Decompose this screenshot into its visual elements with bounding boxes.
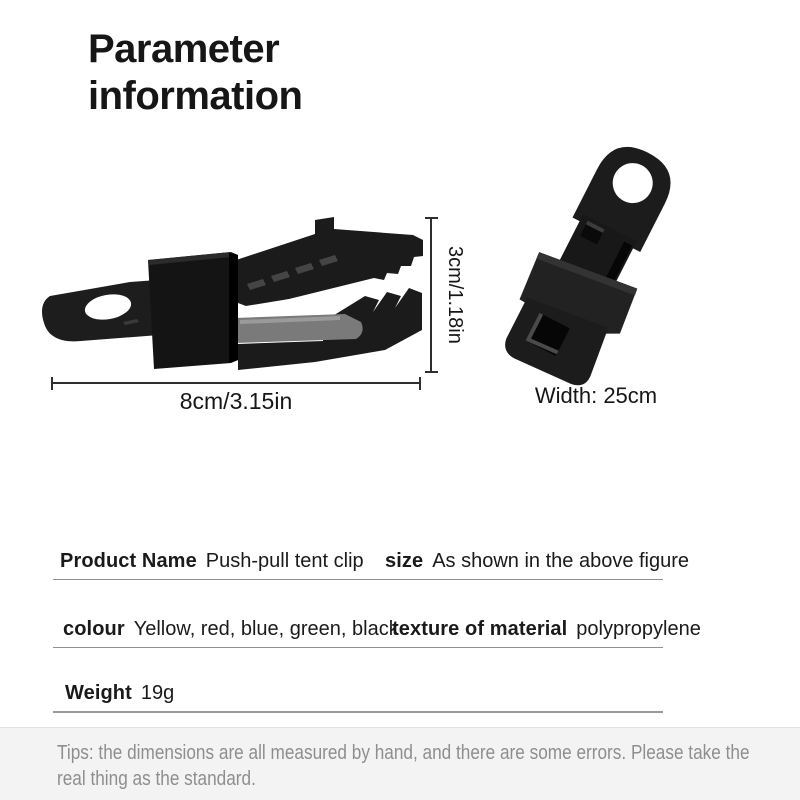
- spec-label-colour: colour: [63, 618, 125, 640]
- spec-value-product-name: Push-pull tent clip: [205, 550, 364, 572]
- spec-row-product: [53, 549, 690, 580]
- spec-cell-product-name: [60, 550, 364, 573]
- front-width-label: Width: 25cm: [534, 383, 658, 408]
- height-dimension-label: 3cm/1.18in: [444, 246, 466, 344]
- width-dimension-line: [52, 382, 420, 384]
- spec-value-size: As shown in the above figure: [432, 550, 690, 572]
- width-dimension-label: 8cm/3.15in: [179, 388, 293, 414]
- spec-cell-material: [392, 618, 701, 641]
- product-photo-angled-view: [495, 132, 695, 387]
- tips-text: Tips: the dimensions are all measured by hand, and there are some errors. Please take the real thing as the standard.: [57, 742, 750, 790]
- spec-row-colour: [53, 614, 701, 648]
- spec-label-size: size: [385, 550, 424, 572]
- spec-label-material: texture of material: [392, 618, 568, 640]
- spec-label-product-name: Product Name: [60, 550, 197, 572]
- spec-value-weight: 19g: [140, 682, 175, 704]
- spec-value-colour: Yellow, red, blue, green, black: [133, 618, 399, 640]
- height-dimension-line: [430, 218, 432, 372]
- spec-row-weight: [53, 680, 663, 713]
- page-title: Parameter information: [88, 27, 303, 118]
- spec-cell-weight: [65, 682, 174, 705]
- product-photo-side-view: [35, 210, 427, 382]
- footer: [0, 727, 800, 800]
- spec-cell-size: [385, 550, 689, 573]
- spec-value-material: polypropylene: [576, 618, 701, 640]
- spec-label-weight: Weight: [65, 682, 132, 704]
- spec-cell-colour: [63, 618, 399, 641]
